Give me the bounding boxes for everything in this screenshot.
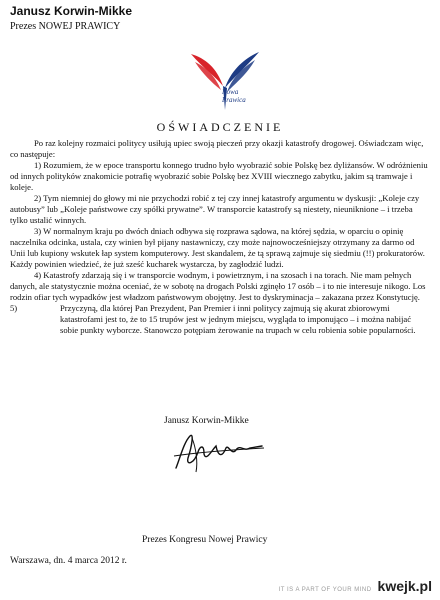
handwritten-signature [170,428,268,476]
paragraph-5-text: Przyczyną, dla której Pan Prezydent, Pan Premier i inni politycy zajmują się akurat zbiorowymi katastrofami jest to, że to 15 trupów jest w jednym miejscu, wygląda to imponująco – i można nabijać sobie punkty wyborcze. Stanowczo potępiam żerowanie na trupach w celu robienia sobie popularności. [60,303,416,335]
paragraph-3: 3) W normalnym kraju po dwóch dniach odbywa się rozprawa sądowa, na której sędzia, w oparciu o opinię naczelnika odcinka, ustala, czy winien był pijany nastawniczy, czy może najnowocześniejszy otrzymany za darmo od Unii lub kupiony wskutek łap system komputerowy. Jest skandalem, że tą sprawą zajmuje się siedmiu (!!) prokuratorów. Każdy powinien wiedzieć, że już sześć kucharek wystarcza, by zagłodzić ludzi. [10,226,425,269]
logo-text: Nowa Prawica [222,88,246,104]
kwejk-watermark [279,578,432,594]
watermark-tagline: IT IS A PART OF YOUR MIND [278,587,372,593]
nowa-prawica-logo [185,48,265,114]
author-role: Prezes NOWEJ PRAWICY [10,21,121,32]
watermark-site: kwejk.pl [377,578,432,594]
paragraph-1: 1) Rozumiem, że w epoce transportu konnego trudno było wyobrazić sobie Polskę bez dyliżansów. W odróżnieniu od innych polityków znakomicie potrafię wyobrazić sobie Polskę bez XVIII wiecznego zabytku, jakim są tramwaje i koleje. [10,160,428,192]
paragraph-5-number: 5) [10,303,18,313]
author-name: Janusz Korwin-Mikke [10,4,133,18]
intro-paragraph: Po raz kolejny rozmaici politycy usiłują upiec swoją pieczeń przy okazji katastrofy drogowej. Oświadczam więc, co następuje: [10,138,424,159]
document-title: OŚWIADCZENIE [156,120,284,134]
paragraph-5 [10,303,430,336]
statement-body [10,138,430,336]
signatory-name: Janusz Korwin-Mikke [164,416,249,426]
paragraph-2: 2) Tym niemniej do głowy mi nie przychodzi robić z tej czy innej katastrofy argumentu w dyskusji: „Koleje czy autobusy” lub „Koleje państwowe czy spółki prywatne”. W transporcie katastrofy są niestety, nieuniknione – i trzeba tylko ustalić winnych. [10,193,420,225]
signatory-role: Prezes Kongresu Nowej Prawicy [142,535,268,545]
place-and-date: Warszawa, dn. 4 marca 2012 r. [10,556,127,566]
paragraph-4: 4) Katastrofy zdarzają się i w transporcie wodnym, i powietrznym, i na szosach i na torach. Nie mam pełnych danych, ale statystycznie można oceniać, że w sobotę na drogach Polski zginęło 17 osób – i to nie interesuje nikogo. Los rodzin ofiar tych wypadków jest władzom państwowym obojętny. Jest to dyskryminacja – zakazana przez Konstytucję. [10,270,426,302]
